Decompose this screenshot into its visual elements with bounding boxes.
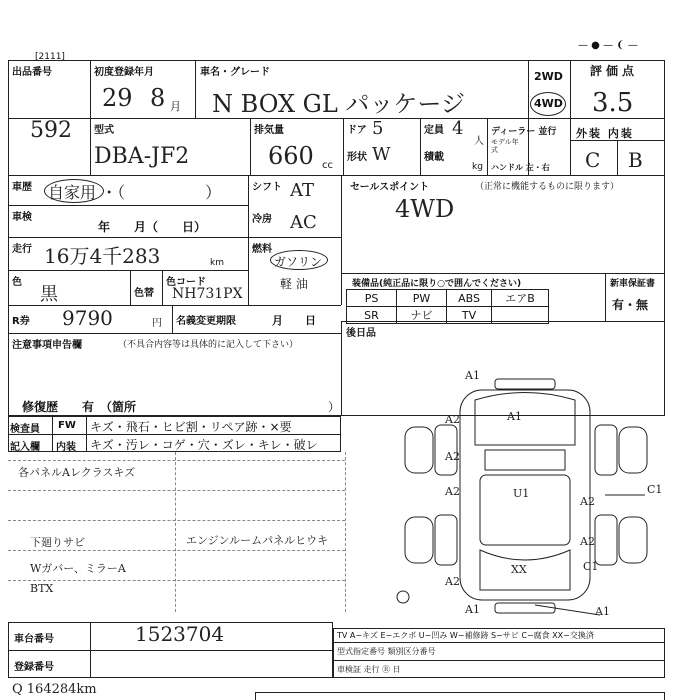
paint-label: 色替 — [134, 288, 154, 299]
selling-points-note: （正常に機能するものに限ります） — [475, 182, 620, 192]
bottom-mileage-mark: Q 164284km — [12, 682, 97, 697]
selling-points-label: セールスポイント — [350, 182, 430, 193]
interior-label: 内装 — [56, 442, 76, 453]
equip-tv: TV — [447, 307, 492, 324]
note-line-1: 各パネルAレクラスキズ — [18, 466, 136, 479]
model-label: 車名・グレード — [200, 67, 270, 78]
ac-label: 冷房 — [252, 214, 272, 225]
grade-label: 評価点 — [590, 64, 639, 78]
registration-month: 8 — [150, 84, 166, 112]
note-line-4: Wガバー、ミラーA — [30, 562, 126, 575]
fuel-gasoline: ガソリン — [274, 255, 323, 269]
shape-value: W — [372, 144, 391, 165]
handle-label: ハンドル 左・右 — [491, 163, 550, 172]
notes-note: （不具合内容等は具体的に記入して下さい） — [118, 340, 299, 350]
load-label: 積載 — [424, 152, 444, 163]
sheet-code: [2111] — [35, 52, 65, 62]
equip-airbag: エアB — [492, 290, 549, 307]
corner-marks: — ● — ❨ — — [578, 40, 638, 51]
repair-history: 修復歴 有 （箇所 — [22, 400, 137, 414]
capacity-unit: 人 — [474, 136, 484, 147]
month-unit: 月 — [170, 100, 181, 113]
mark-hood-a1: A1 — [507, 410, 522, 423]
lot-label: 出品番号 — [12, 67, 52, 78]
equip-abs: ABS — [447, 290, 492, 307]
rear-date-label: 後日品 — [346, 328, 376, 339]
mark-right-c1: C1 — [647, 483, 663, 496]
fuel-circle — [270, 250, 328, 270]
inspection-staff-label: 検査員 — [10, 424, 40, 435]
registration-label: 初度登録年月 — [94, 67, 154, 78]
shape-label: 形状 — [347, 152, 367, 163]
dealer-label: ディーラー 並行 — [491, 127, 557, 137]
ext-int-label: 外装 内装 — [576, 127, 634, 140]
fw-label: FW — [58, 420, 76, 431]
lot-number: 592 — [30, 118, 72, 143]
load-unit: kg — [472, 162, 483, 172]
mark-roof-u1: U1 — [513, 487, 530, 500]
shift-value: AT — [290, 180, 315, 201]
mark-rear-xx: XX — [511, 563, 527, 576]
mark-rbumper-a1: A1 — [595, 605, 610, 618]
two-wd: 2WD — [534, 70, 563, 83]
recycle-label: R券 — [12, 316, 30, 327]
history-value: 自家用 ・（ ） — [48, 183, 222, 202]
chassis-value: 1523704 — [135, 622, 225, 646]
recycle-value: 9790 — [62, 306, 113, 330]
doors-value: 5 — [372, 118, 384, 139]
mark-rside-a2: A2 — [580, 495, 595, 508]
mileage-label: 走行 — [12, 244, 32, 255]
capacity-label: 定員 — [424, 125, 444, 136]
color-code-label: 色コード — [166, 277, 206, 288]
doors-label: ドア — [347, 125, 367, 136]
equip-sr: SR — [347, 307, 397, 324]
registration-year: 29 — [102, 84, 133, 112]
record-label: 記入欄 — [10, 442, 40, 453]
color-value: 黒 — [40, 284, 58, 305]
tax-label: 名義変更期限 — [176, 316, 236, 327]
capacity-value: 4 — [452, 118, 464, 139]
bottom-cut-box — [255, 692, 665, 700]
equip-pw: PW — [397, 290, 447, 307]
selling-points-value: 4WD — [395, 195, 455, 223]
fuel-diesel: 軽 油 — [280, 277, 308, 291]
chassis-label: 車台番号 — [14, 634, 54, 645]
recycle-unit: 円 — [152, 318, 162, 329]
mark-lf-a2: A2 — [445, 413, 460, 426]
equip-ps: PS — [347, 290, 397, 307]
color-label: 色 — [12, 277, 22, 288]
note-line-3: 下廻りサビ — [30, 536, 85, 549]
shift-label: シフト — [252, 182, 282, 193]
color-code: NH731PX — [172, 286, 243, 302]
warranty-value: 有・無 — [612, 298, 649, 312]
footer-legend: TV A−キズ E−エクボ U−凹み W−補修跡 S−サビ C−腐食 XX−交換済 — [337, 631, 594, 640]
type-value: DBA-JF2 — [94, 144, 190, 169]
car-damage-diagram — [395, 365, 665, 620]
reg-number-label: 登録番号 — [14, 662, 54, 673]
history-circle — [44, 179, 104, 203]
displacement-value: 660 — [268, 142, 314, 170]
mileage-unit: km — [210, 258, 224, 268]
equipment-label: 装備品(純正品に限り○で囲んでください) — [352, 279, 522, 289]
exterior-codes: キズ・飛石・ヒビ割・リペア跡・×要 — [90, 420, 292, 434]
footer-row-2: 車検証 走行 Ⓡ 日 — [337, 665, 401, 674]
fuel-label: 燃料 — [252, 244, 272, 255]
inspection-label: 車検 — [12, 212, 32, 223]
warranty-label: 新車保証書 — [610, 279, 656, 289]
footer-row-1: 型式指定番号 類別区分番号 — [337, 647, 436, 656]
mark-front-a1: A1 — [465, 369, 480, 382]
tax-value: 月 日 — [272, 314, 316, 327]
model-name: N BOX GL パッケージ — [212, 90, 465, 118]
mark-rear-a1: A1 — [465, 603, 480, 616]
mileage-value: 16万4千283 — [44, 244, 161, 268]
equipment-table — [346, 289, 549, 324]
interior-grade: B — [628, 148, 643, 172]
mark-lside-a2: A2 — [445, 485, 460, 498]
note-line-2: エンジンルームパネルヒウキ — [186, 534, 329, 547]
mark-lfd-a2: A2 — [445, 450, 460, 463]
mark-lr-a2: A2 — [445, 575, 460, 588]
type-label: 型式 — [94, 125, 114, 136]
note-line-5: BTX — [30, 582, 54, 595]
repair-close: ） — [328, 400, 341, 414]
exterior-grade: C — [585, 148, 601, 172]
four-wd: 4WD — [534, 97, 563, 110]
mark-rrd-a2: A2 — [580, 535, 595, 548]
ac-value: AC — [290, 212, 317, 233]
grade-value: 3.5 — [592, 88, 634, 118]
notes-label: 注意事項申告欄 — [12, 340, 82, 351]
model-year-label: モデル年式 — [491, 138, 519, 154]
inspection-value: 年 月（ 日） — [98, 220, 207, 234]
equip-navi: ナビ — [397, 307, 447, 324]
displacement-unit: cc — [322, 160, 333, 171]
history-label: 車歴 — [12, 182, 32, 193]
interior-codes: キズ・汚レ・コゲ・穴・ズレ・キレ・破レ — [90, 438, 318, 452]
displacement-label: 排気量 — [254, 125, 284, 136]
mark-rr-c1: C1 — [583, 560, 599, 573]
